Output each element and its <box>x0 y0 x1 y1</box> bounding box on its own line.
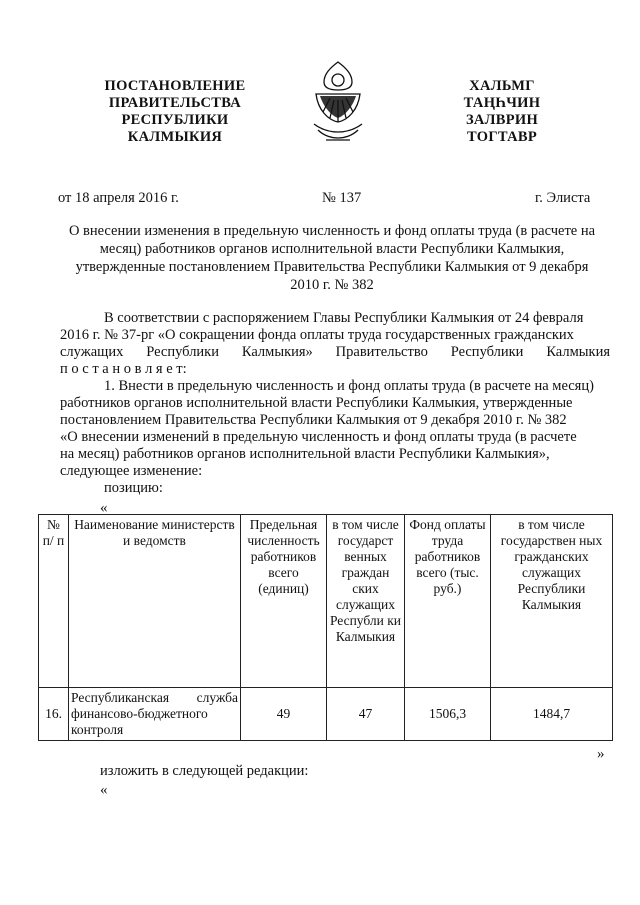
word: Калмыкия <box>546 344 610 360</box>
header-right-line: ТАҢҺЧИН <box>463 95 541 111</box>
col-header-fund: Фонд оплаты труда работников всего (тыс. руб.) <box>405 515 491 688</box>
text-line: позицию: <box>104 480 163 496</box>
cell-total-staff: 49 <box>241 688 327 741</box>
text-line: следующее изменение: <box>60 463 203 479</box>
open-quote: « <box>100 782 108 798</box>
col-header-number: № п/ п <box>39 515 69 688</box>
document-title <box>52 222 612 294</box>
text-line: на месяц) работников органов исполнительной власти Республики Калмыкия», <box>60 446 550 462</box>
text-line: «О внесении изменений в предельную численность и фонд оплаты труда (в расчете <box>60 429 577 445</box>
col-header-name: Наименование министерств и ведомств <box>69 515 241 688</box>
header-left <box>90 78 260 146</box>
word: Республики <box>146 344 219 360</box>
position-table <box>38 514 613 741</box>
word: Правительство <box>335 344 428 360</box>
col-header-total-staff: Предельная численность работников всего (единиц) <box>241 515 327 688</box>
text-line: п о с т а н о в л я е т: <box>60 361 187 377</box>
title-line: 2010 г. № 382 <box>290 277 374 293</box>
header-left-line: ПРАВИТЕЛЬСТВА <box>108 95 242 111</box>
document-number: № 137 <box>322 190 362 206</box>
title-line: месяц) работников органов исполнительной власти Республики Калмыкия, <box>99 241 565 257</box>
open-quote: « <box>100 500 108 516</box>
header-right <box>442 78 562 146</box>
cell-number: 16. <box>39 688 69 741</box>
paragraph-item-1 <box>60 378 610 497</box>
text-line: В соответствии с распоряжением Главы Республики Калмыкия от 24 февраля <box>104 310 584 326</box>
text-line: работников органов исполнительной власти Республики Калмыкия, утвержденные <box>60 395 573 411</box>
text-line-justified <box>60 344 610 361</box>
header-left-line: РЕСПУБЛИКИ <box>121 112 229 128</box>
header-left-line: ПОСТАНОВЛЕНИЕ <box>104 78 246 94</box>
text-line: постановлением Правительства Республики Калмыкия от 9 декабря 2010 г. № 382 <box>60 412 567 428</box>
cell-civil-staff: 47 <box>327 688 405 741</box>
table-row <box>39 688 613 741</box>
coat-of-arms-icon <box>308 60 368 148</box>
document-city: г. Элиста <box>535 190 591 206</box>
col-header-fund-civil: в том числе государствен ных гражданских служащих Республики Калмыкия <box>491 515 613 688</box>
header-right-line: ЗАЛВРИН <box>465 112 539 128</box>
header-right-line: ТОГТАВР <box>466 129 538 145</box>
word: служащих <box>60 344 124 360</box>
text-line: 2016 г. № 37-рг «О сокращении фонда оплаты труда государственных гражданских <box>60 327 574 343</box>
title-line: О внесении изменения в предельную численность и фонд оплаты труда (в расчете на <box>68 223 596 239</box>
text-line: 1. Внести в предельную численность и фонд оплаты труда (в расчете на месяц) <box>104 378 594 394</box>
text-line: изложить в следующей редакции: <box>100 763 309 779</box>
cell-fund: 1506,3 <box>405 688 491 741</box>
col-header-civil-staff: в том числе государст венных граждан ских служащих Республи ки Калмыкия <box>327 515 405 688</box>
word: Калмыкия» <box>241 344 313 360</box>
paragraph-preamble <box>60 310 610 378</box>
cell-fund-civil: 1484,7 <box>491 688 613 741</box>
header-left-line: КАЛМЫКИЯ <box>127 129 223 145</box>
title-line: утвержденные постановлением Правительства Республики Калмыкия от 9 декабря <box>75 259 589 275</box>
close-quote: » <box>597 746 605 762</box>
document-date: от 18 апреля 2016 г. <box>58 190 179 206</box>
table-header-row <box>39 515 613 688</box>
cell-name: Республиканская служба финансово-бюджетного контроля <box>69 688 241 741</box>
header-right-line: ХАЛЬМГ <box>469 78 535 94</box>
word: Республики <box>450 344 524 360</box>
